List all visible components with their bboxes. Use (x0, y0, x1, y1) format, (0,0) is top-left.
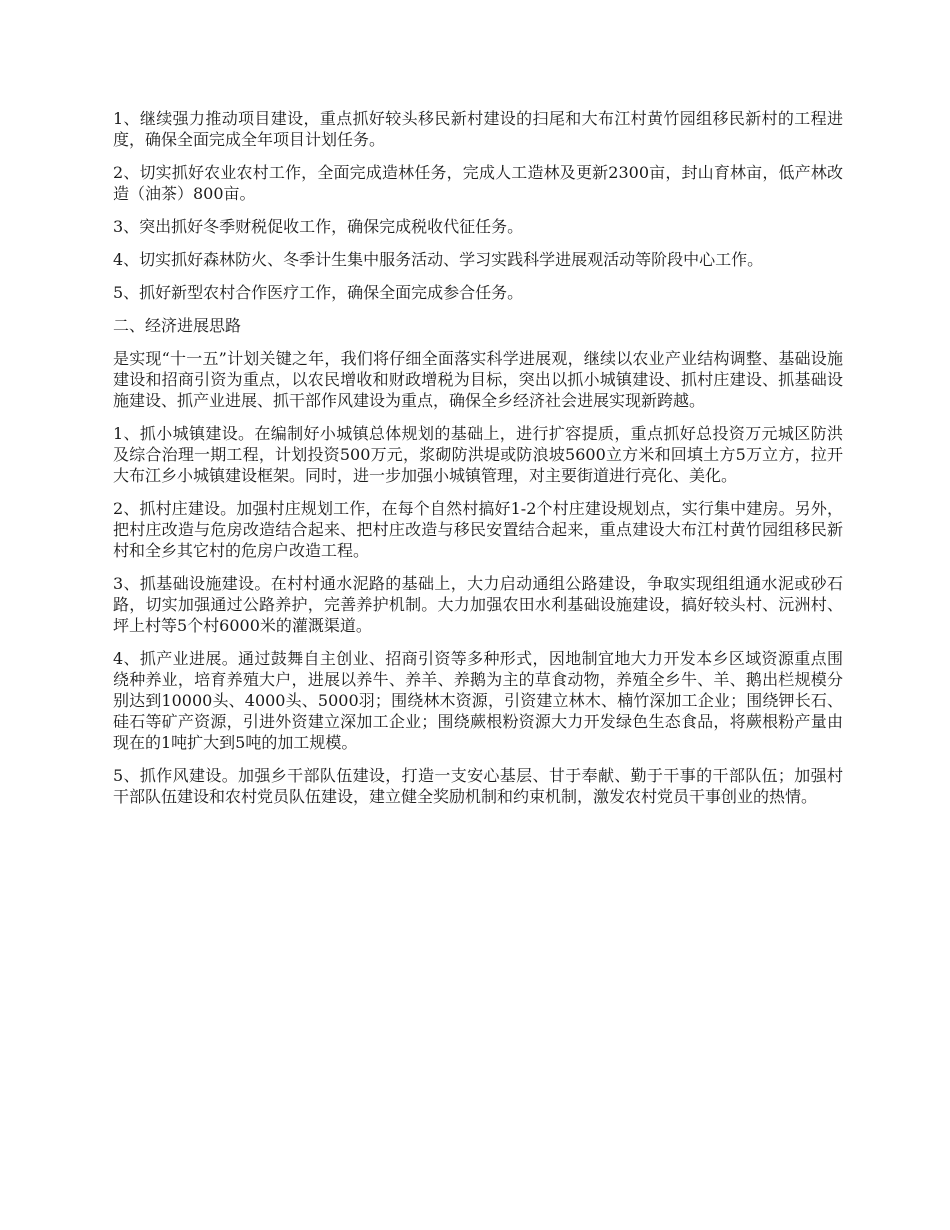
paragraph-town-construction: 1、抓小城镇建设。在编制好小城镇总体规划的基础上，进行扩容提质，重点抓好总投资万元城区防洪及综合治理一期工程，计划投资500万元，浆砌防洪堤或防浪坡5600立方米和回填土方5万立方，拉开大布江乡小城镇建设框架。同时，进一步加强小城镇管理，对主要街道进行亮化、美化。 (113, 424, 843, 485)
paragraph-task-5: 5、抓好新型农村合作医疗工作，确保全面完成参合任务。 (113, 283, 524, 302)
paragraph-task-2: 2、切实抓好农业农村工作，全面完成造林任务，完成人工造林及更新2300亩，封山育林亩，低产林改造（油茶）800亩。 (113, 163, 843, 203)
document-body (113, 108, 843, 819)
paragraph-infrastructure: 3、抓基础设施建设。在村村通水泥路的基础上，大力启动通组公路建设，争取实现组组通水泥或砂石路，切实加强通过公路养护，完善养护机制。大力加强农田水利基础设施建设，搞好较头村、沅洲村、坪上村等5个村6000米的灌溉渠道。 (113, 574, 843, 635)
paragraph-task-1: 1、继续强力推动项目建设，重点抓好较头移民新村建设的扫尾和大布江村黄竹园组移民新村的工程进度，确保全面完成全年项目计划任务。 (113, 109, 843, 149)
paragraph-work-style: 5、抓作风建设。加强乡干部队伍建设，打造一支安心基层、甘于奉献、勤于干事的干部队伍；加强村干部队伍建设和农村党员队伍建设，建立健全奖励机制和约束机制，激发农村党员干事创业的热情。 (113, 766, 843, 806)
paragraph-intro: 是实现“十一五”计划关键之年，我们将仔细全面落实科学进展观，继续以农业产业结构调整、基础设施建设和招商引资为重点，以农民增收和财政增税为目标，突出以抓小城镇建设、抓村庄建设、抓基础设施建设、抓产业进展、抓干部作风建设为重点，确保全乡经济社会进展实现新跨越。 (113, 349, 843, 410)
paragraph-village-construction: 2、抓村庄建设。加强村庄规划工作，在每个自然村搞好1-2个村庄建设规划点，实行集中建房。另外，把村庄改造与危房改造结合起来、把村庄改造与移民安置结合起来，重点建设大布江村黄竹园组移民新村和全乡其它村的危房户改造工程。 (113, 499, 843, 560)
paragraph-task-4: 4、切实抓好森林防火、冬季计生集中服务活动、学习实践科学进展观活动等阶段中心工作。 (113, 250, 764, 269)
paragraph-industry: 4、抓产业进展。通过鼓舞自主创业、招商引资等多种形式，因地制宜地大力开发本乡区域资源重点围绕种养业，培育养殖大户，进展以养牛、养羊、养鹅为主的草食动物，养殖全乡牛、羊、鹅出栏规模分别达到10000头、4000头、5000羽；围绕林木资源，引资建立林木、楠竹深加工企业；围绕钾长石、硅石等矿产资源，引进外资建立深加工企业；围绕蕨根粉资源大力开发绿色生态食品，将蕨根粉产量由现在的1吨扩大到5吨的加工规模。 (113, 649, 843, 752)
section-heading: 二、经济进展思路 (113, 316, 242, 335)
paragraph-task-3: 3、突出抓好冬季财税促收工作，确保完成税收代征任务。 (113, 217, 524, 236)
